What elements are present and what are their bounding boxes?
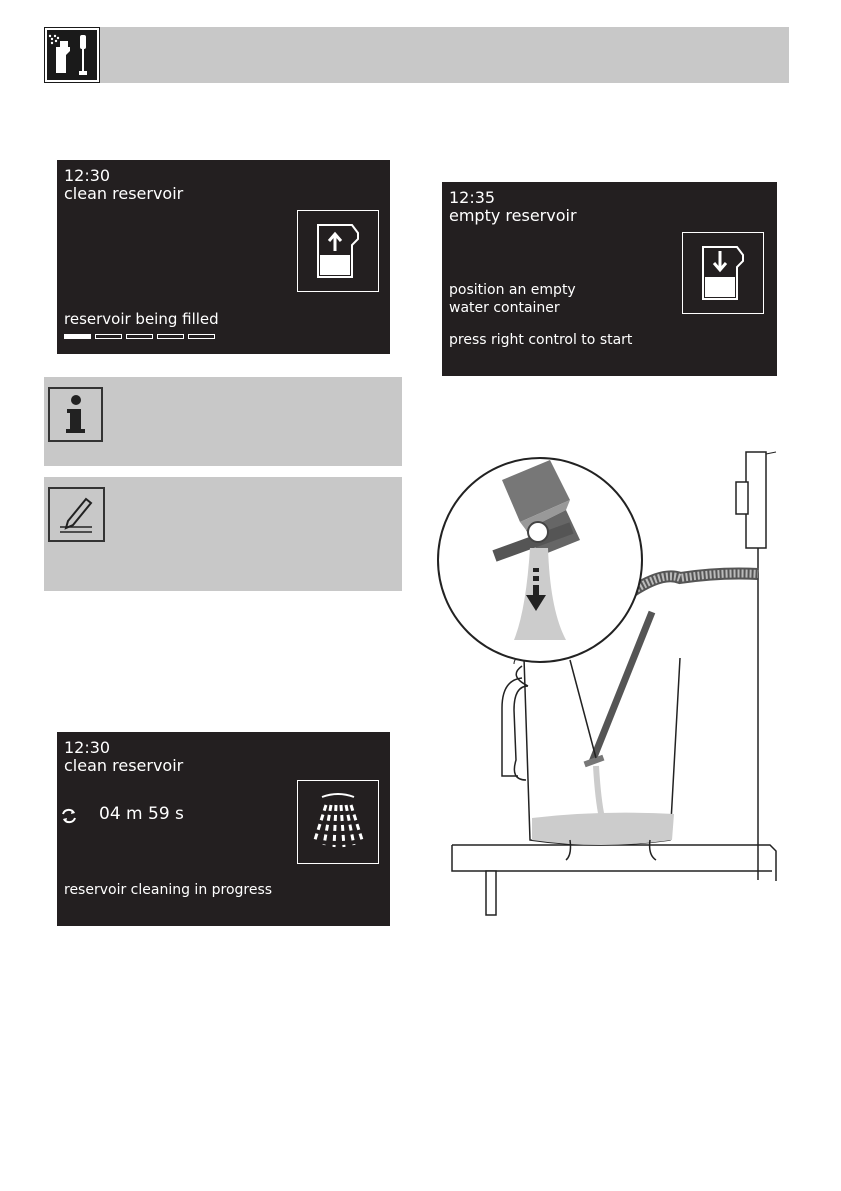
progress-segment: [188, 334, 215, 339]
info-icon: [48, 387, 103, 442]
pencil-note-icon: [48, 487, 105, 542]
display-screen-fill: [57, 160, 390, 354]
display-screen-empty: [442, 182, 777, 376]
progress-segment: [126, 334, 153, 339]
clock-time: 12:35: [449, 188, 496, 207]
progress-segment: [64, 334, 91, 339]
instruction-line-1: position an empty: [449, 282, 576, 298]
screen-title: clean reservoir: [64, 756, 184, 775]
jug-empty-down-icon: [682, 232, 764, 314]
water-spray-icon: [297, 780, 379, 864]
progress-segment: [157, 334, 184, 339]
display-screen-cleaning: [57, 732, 390, 926]
info-note: [44, 377, 402, 466]
screen-title: empty reservoir: [449, 206, 577, 225]
clock-time: 12:30: [64, 738, 111, 757]
reservoir-draining-illustration: [430, 440, 830, 920]
header-bar: [44, 27, 789, 83]
status-text: reservoir being filled: [64, 310, 219, 328]
screen-title: clean reservoir: [64, 184, 184, 203]
instruction-line-2: water container: [449, 300, 560, 316]
pencil-note: [44, 477, 402, 591]
cycle-arrows-icon: [59, 806, 79, 826]
status-text: reservoir cleaning in progress: [64, 882, 273, 898]
cleaning-timer: 04 m 59 s: [99, 804, 184, 824]
fill-progress-bar: [64, 334, 215, 339]
spray-brush-maintenance-icon: [44, 27, 100, 83]
progress-segment: [95, 334, 122, 339]
clock-time: 12:30: [64, 166, 111, 185]
action-prompt: press right control to start: [449, 332, 633, 348]
jug-fill-up-icon: [297, 210, 379, 292]
